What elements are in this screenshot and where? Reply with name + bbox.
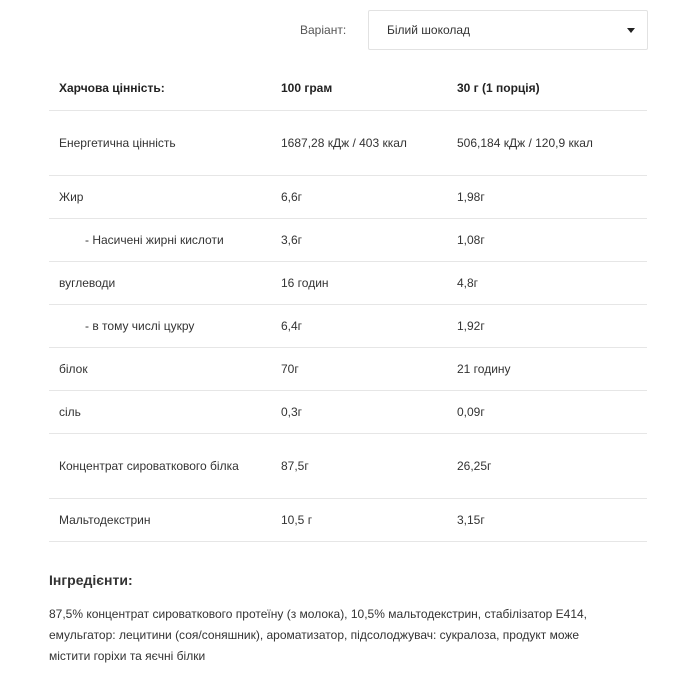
row-name: сіль <box>49 390 281 433</box>
table-row <box>49 261 647 304</box>
table-row <box>49 110 647 175</box>
row-name: Жир <box>49 175 281 218</box>
row-per-100g: 6,6г <box>281 175 457 218</box>
row-name: - в тому числі цукру <box>49 304 281 347</box>
row-per-serving: 21 годину <box>457 347 647 390</box>
table-row <box>49 175 647 218</box>
ingredients-text: 87,5% концентрат сироваткового протеїну (з молока), 10,5% мальтодекстрин, стабілізатор E414, емульгатор: лецитини (соя/соняшник), ароматизатор, підсолоджувач: сукралоза, продукт може містити горіхи та яєчні білки <box>49 607 588 663</box>
header-nutrition: Харчова цінність: <box>49 66 281 110</box>
table-row <box>49 218 647 261</box>
table-row <box>49 304 647 347</box>
variant-label: Варіант: <box>300 23 347 37</box>
row-name: білок <box>49 347 281 390</box>
nutrition-table <box>49 66 647 542</box>
variant-selector-row <box>300 10 648 50</box>
row-per-100g: 87,5г <box>281 433 457 498</box>
row-per-serving: 1,98г <box>457 175 647 218</box>
table-row <box>49 347 647 390</box>
table-row <box>49 498 647 541</box>
table-header-row <box>49 66 647 110</box>
row-per-serving: 1,08г <box>457 218 647 261</box>
row-per-100g: 16 годин <box>281 261 457 304</box>
row-per-100g: 0,3г <box>281 390 457 433</box>
row-per-100g: 3,6г <box>281 218 457 261</box>
header-per-serving: 30 г (1 порція) <box>457 66 647 110</box>
row-per-100g: 1687,28 кДж / 403 ккал <box>281 110 457 175</box>
row-per-100g: 70г <box>281 347 457 390</box>
ingredients-title: Інгредієнти: <box>49 572 133 588</box>
row-name: Енергетична цінність <box>49 110 281 175</box>
row-name: - Насичені жирні кислоти <box>49 218 281 261</box>
row-per-serving: 1,92г <box>457 304 647 347</box>
table-row <box>49 390 647 433</box>
row-per-100g: 10,5 г <box>281 498 457 541</box>
chevron-down-icon <box>627 28 635 33</box>
row-per-serving: 4,8г <box>457 261 647 304</box>
row-name: вуглеводи <box>49 261 281 304</box>
header-per-100g: 100 грам <box>281 66 457 110</box>
row-per-serving: 0,09г <box>457 390 647 433</box>
variant-selected-value: Білий шоколад <box>387 23 471 37</box>
row-per-100g: 6,4г <box>281 304 457 347</box>
row-per-serving: 3,15г <box>457 498 647 541</box>
row-per-serving: 26,25г <box>457 433 647 498</box>
row-name: Концентрат сироваткового білка <box>49 433 281 498</box>
row-name: Мальтодекстрин <box>49 498 281 541</box>
table-row <box>49 433 647 498</box>
variant-dropdown[interactable] <box>368 10 648 50</box>
row-per-serving: 506,184 кДж / 120,9 ккал <box>457 110 647 175</box>
